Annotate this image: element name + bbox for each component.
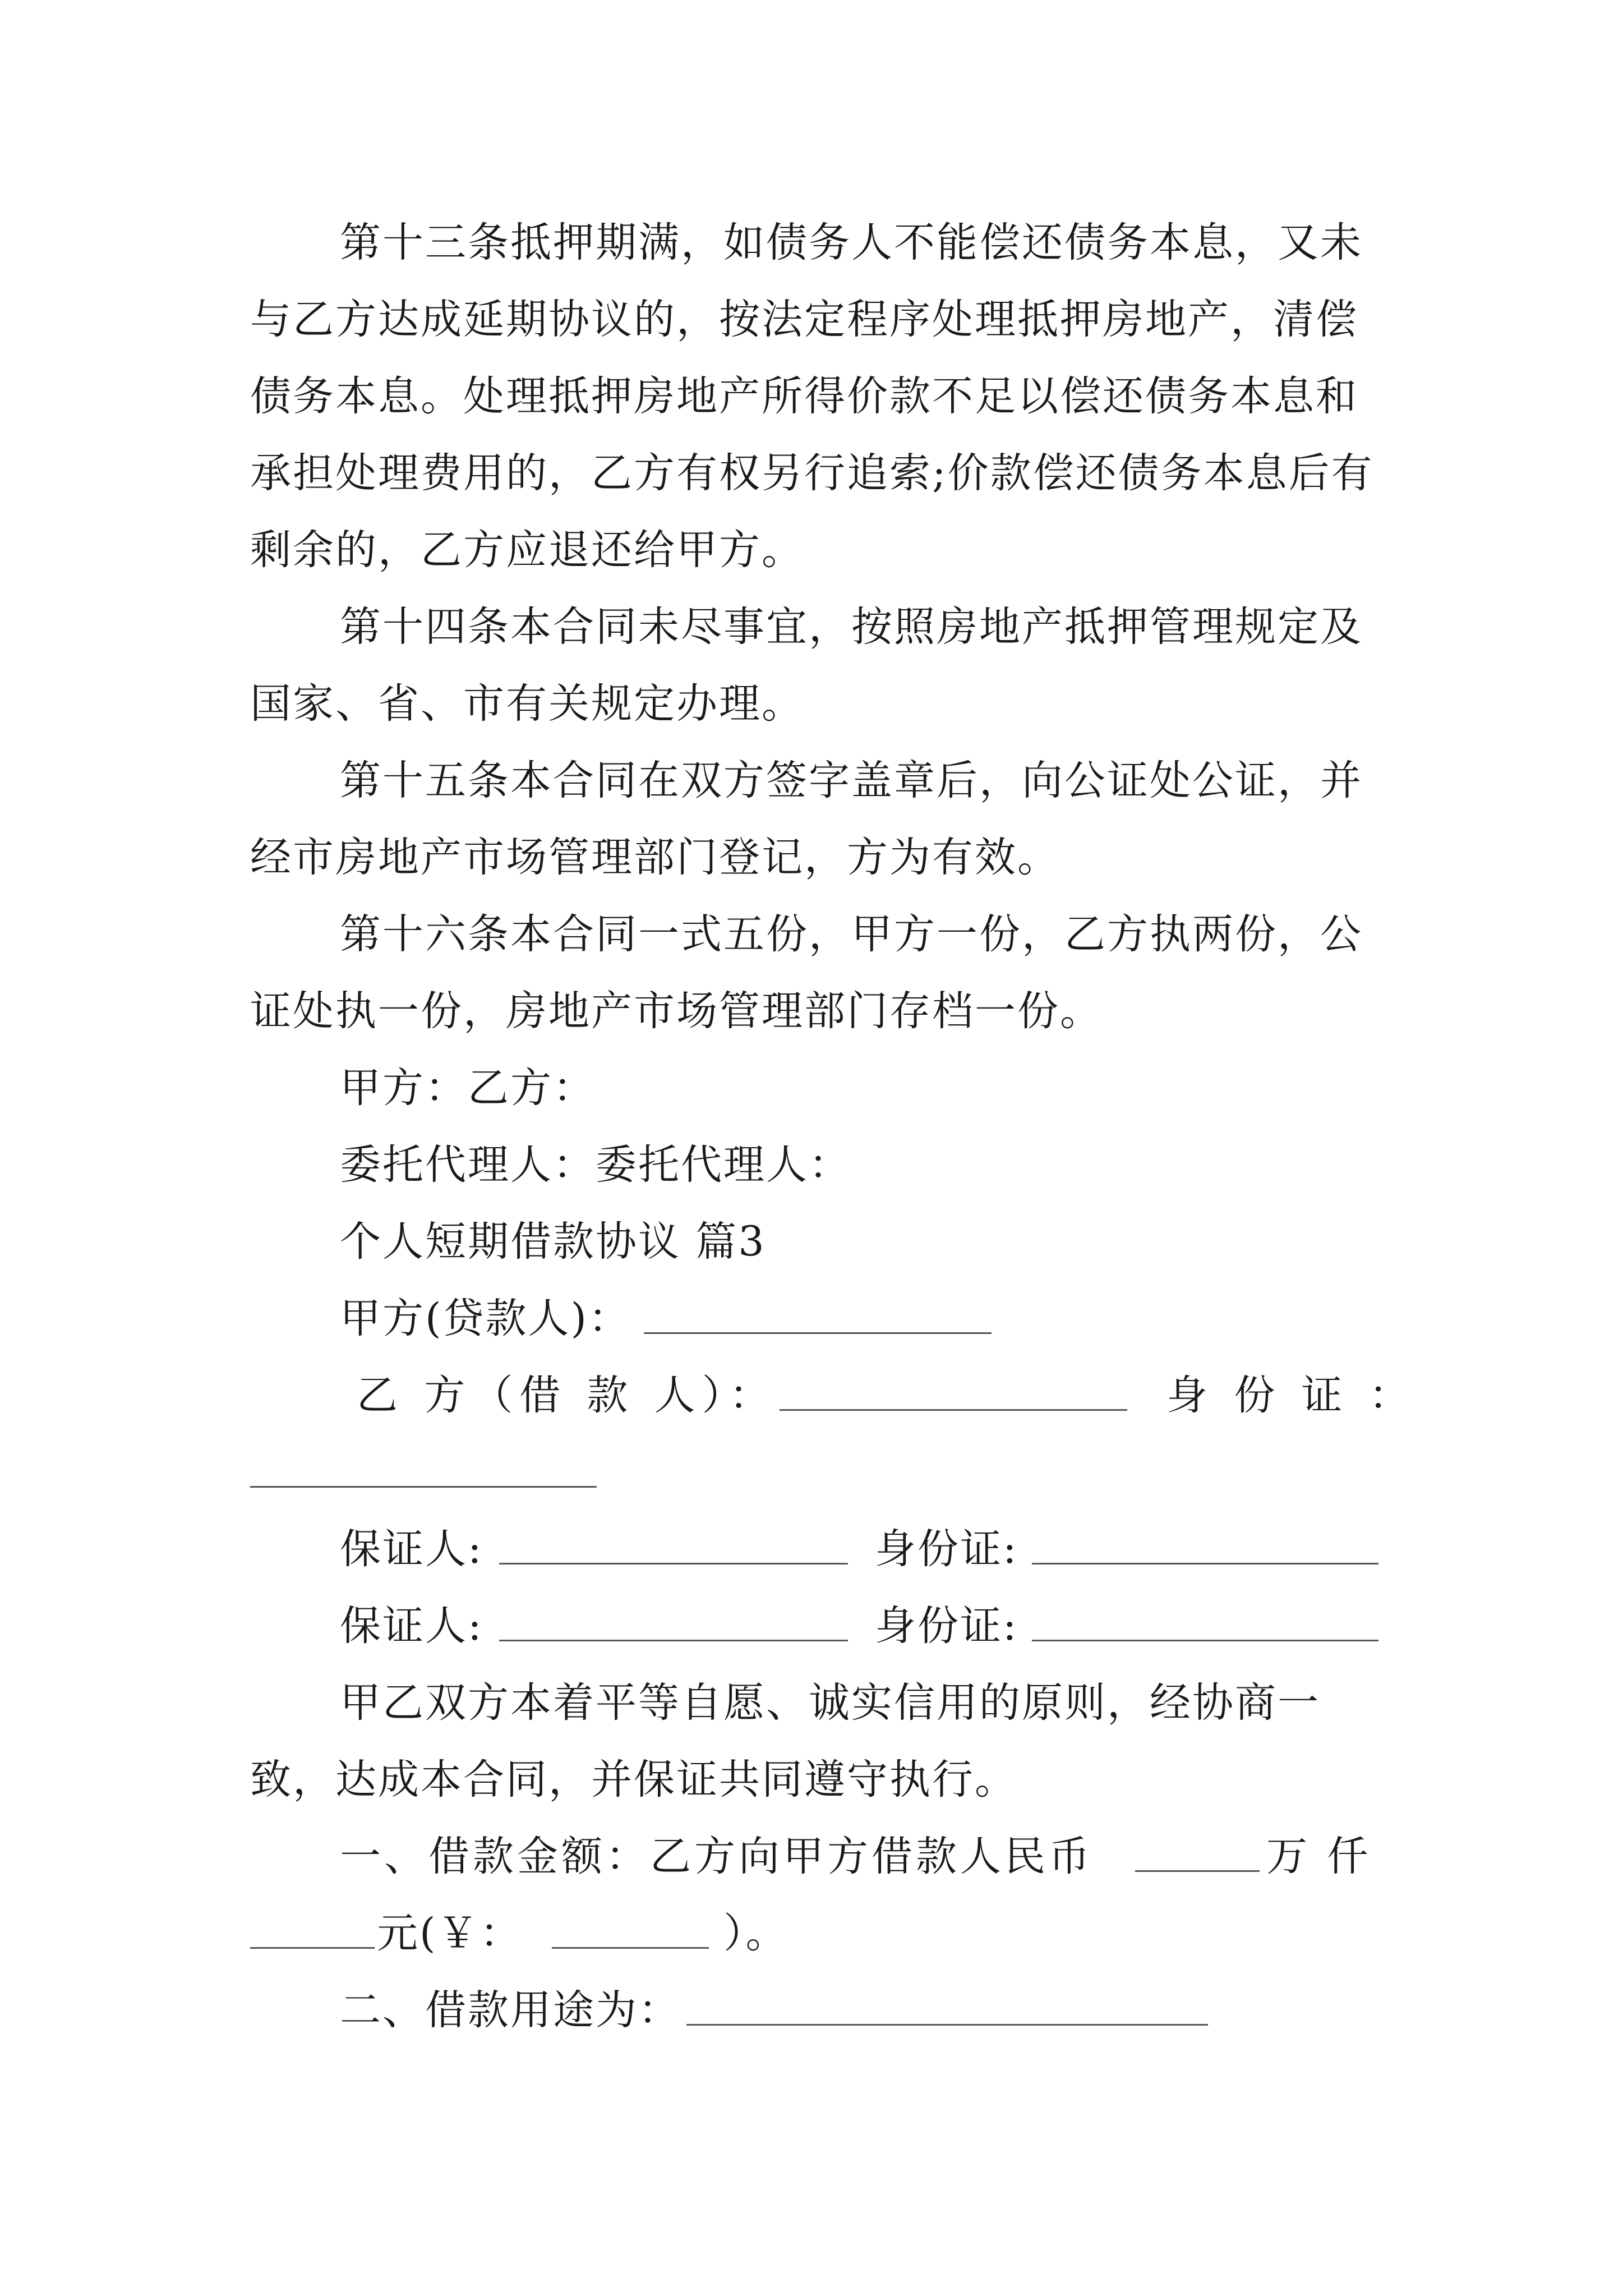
guarantor-2-label: 保证人: <box>340 1602 483 1650</box>
article-13: 第十三条抵押期满，如债务人不能偿还债务本息，又未与乙方达成延期协议的，按法定程序处理抵押房地产，清偿债务本息。处理抵押房地产所得价款不足以偿还债务本息和承担处理费用的，乙方有权另行追索;价款偿还债务本息后有剩余的，乙方应退还给甲方。 <box>250 219 1374 574</box>
party-b-id-blank[interactable] <box>250 1486 597 1488</box>
clause-1-qian-blank[interactable] <box>250 1947 375 1949</box>
signature-parties: 甲方：乙方： <box>340 1064 596 1112</box>
guarantor-1-id-blank[interactable] <box>1032 1563 1378 1565</box>
guarantor-2-blank[interactable] <box>499 1640 848 1641</box>
principle-paragraph: 甲乙双方本着平等自愿、诚实信用的原则，经协商一致，达成本合同，并保证共同遵守执行。 <box>250 1679 1320 1803</box>
guarantor-2-id-blank[interactable] <box>1032 1640 1378 1641</box>
clause-1-amount-label: 一、借款金额：乙方向甲方借款人民币 <box>340 1833 1093 1880</box>
party-b-blank[interactable] <box>780 1409 1127 1411</box>
clause-1-end: ）。 <box>723 1910 789 1957</box>
guarantor-2-id-label: 身份证: <box>875 1602 1018 1650</box>
party-a-label: 甲方(贷款人)： <box>340 1295 631 1342</box>
signature-agents: 委托代理人：委托代理人： <box>340 1141 851 1189</box>
clause-2-purpose-label: 二、借款用途为： <box>340 1986 681 2034</box>
guarantor-1-blank[interactable] <box>499 1563 848 1565</box>
party-a-blank[interactable] <box>644 1332 992 1334</box>
section-title: 个人短期借款协议 篇3 <box>340 1218 766 1266</box>
clause-1-wan-qian: 万 仟 <box>1266 1833 1372 1880</box>
clause-1-wan-blank[interactable] <box>1135 1870 1260 1872</box>
article-16: 第十六条本合同一式五份，甲方一份，乙方执两份，公证处执一份，房地产市场管理部门存档一份。 <box>250 910 1363 1035</box>
guarantor-1-id-label: 身份证: <box>875 1525 1018 1573</box>
clause-1-figure-blank[interactable] <box>552 1947 709 1949</box>
guarantor-1-label: 保证人: <box>340 1525 483 1573</box>
clause-2-purpose-blank[interactable] <box>686 2024 1208 2026</box>
article-15: 第十五条本合同在双方签字盖章后，向公证处公证，并经市房地产市场管理部门登记，方为有效。 <box>250 757 1363 881</box>
article-14: 第十四条本合同未尽事宜，按照房地产抵押管理规定及国家、省、市有关规定办理。 <box>250 603 1363 728</box>
party-b-id-label: 身 份 证 ： <box>1166 1372 1417 1419</box>
clause-1-yuan-label: 元(￥： <box>377 1910 523 1957</box>
party-b-label: 乙 方（借 款 人）： <box>357 1372 777 1419</box>
